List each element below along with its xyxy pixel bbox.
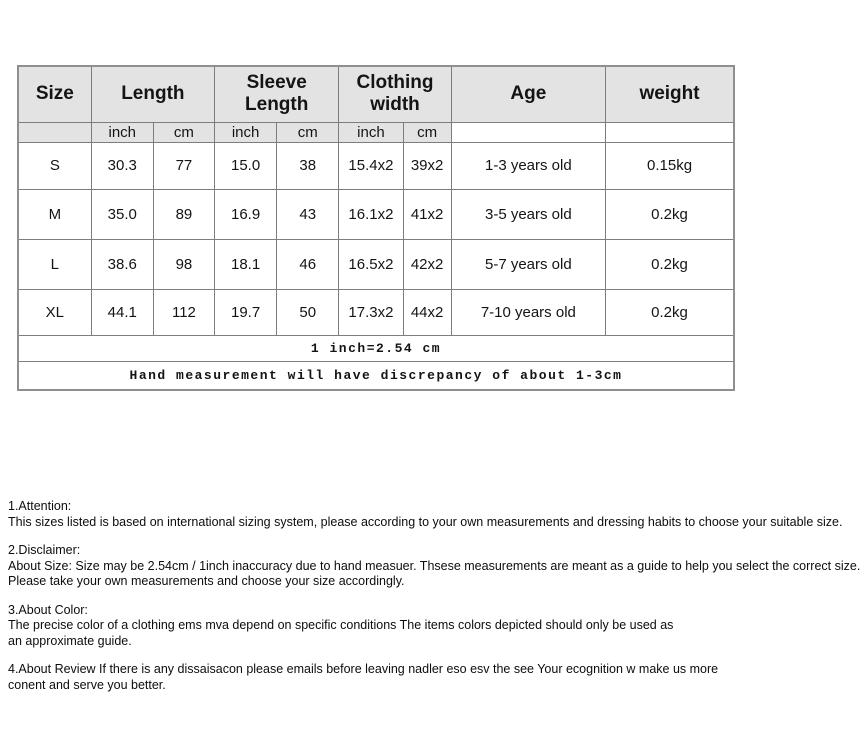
clothing-cm-value: 39x2 (403, 142, 451, 189)
sleeve-cm-value: 43 (277, 189, 339, 239)
sleeve-cm-value: 50 (277, 289, 339, 335)
unit-row (18, 122, 734, 142)
table-row-m (18, 189, 734, 239)
sleeve-cm-value: 46 (277, 239, 339, 289)
length-inch-value: 44.1 (91, 289, 153, 335)
sleeve-inch-value: 18.1 (215, 239, 277, 289)
length-inch-value: 38.6 (91, 239, 153, 289)
unit-sleeve-cm: cm (277, 122, 339, 142)
unit-blank-size (18, 122, 91, 142)
length-inch-value: 30.3 (91, 142, 153, 189)
table-row-s (18, 142, 734, 189)
length-cm-value: 98 (153, 239, 214, 289)
disclaimer-paragraph (8, 543, 860, 590)
about-review-text-line2: conent and serve you better. (8, 677, 166, 692)
table-row-l (18, 239, 734, 289)
col-header-clothing-width: Clothing width (339, 66, 451, 122)
unit-length-inch: inch (91, 122, 153, 142)
unit-clothing-cm: cm (403, 122, 451, 142)
sleeve-inch-value: 15.0 (215, 142, 277, 189)
unit-blank-weight (606, 122, 734, 142)
size-chart-table (17, 65, 735, 391)
measurement-note-row (18, 361, 734, 390)
weight-value: 0.15kg (606, 142, 734, 189)
disclaimer-title: 2.Disclaimer: (8, 543, 81, 557)
col-header-age: Age (451, 66, 605, 122)
sleeve-inch-value: 16.9 (215, 189, 277, 239)
clothing-cm-value: 44x2 (403, 289, 451, 335)
disclaimer-text-line1: About Size: Size may be 2.54cm / 1inch inaccuracy due to hand measuer. Thsese measurements are meant as a guide to help you select the correct size. (8, 558, 860, 573)
col-header-size: Size (18, 66, 91, 122)
about-color-text-line2: an approximate guide. (8, 633, 132, 648)
clothing-cm-value: 41x2 (403, 189, 451, 239)
length-cm-value: 77 (153, 142, 214, 189)
col-header-sleeve-length: Sleeve Length (215, 66, 339, 122)
conversion-note-row (18, 335, 734, 361)
size-value: S (18, 142, 91, 189)
about-review-paragraph (8, 662, 748, 693)
age-value: 1-3 years old (451, 142, 605, 189)
weight-value: 0.2kg (606, 289, 734, 335)
length-cm-value: 89 (153, 189, 214, 239)
about-review-text-line1: 4.About Review If there is any dissaisacon please emails before leaving nadler eso esv the see Your ecognition w make us more (8, 662, 719, 676)
about-color-title: 3.About Color: (8, 602, 88, 617)
clothing-inch-value: 16.5x2 (339, 239, 403, 289)
age-value: 5-7 years old (451, 239, 605, 289)
weight-value: 0.2kg (606, 239, 734, 289)
about-color-text-line1: The precise color of a clothing ems mva depend on specific conditions The items colors depicted should only be used as (8, 618, 674, 632)
clothing-inch-value: 17.3x2 (339, 289, 403, 335)
clothing-inch-value: 16.1x2 (339, 189, 403, 239)
attention-text: This sizes listed is based on international sizing system, please according to your own measurements and dressing habits to choose your suitable size. (8, 514, 843, 529)
disclaimer-text-line2: Please take your own measurements and choose your size accordingly. (8, 574, 405, 588)
unit-clothing-inch: inch (339, 122, 403, 142)
measurement-note: Hand measurement will have discrepancy of about 1-3cm (18, 361, 734, 390)
attention-paragraph (8, 499, 843, 530)
weight-value: 0.2kg (606, 189, 734, 239)
age-value: 7-10 years old (451, 289, 605, 335)
col-header-weight: weight (606, 66, 734, 122)
age-value: 3-5 years old (451, 189, 605, 239)
col-header-length: Length (91, 66, 214, 122)
unit-sleeve-inch: inch (215, 122, 277, 142)
size-value: L (18, 239, 91, 289)
table-row-xl (18, 289, 734, 335)
conversion-note: 1 inch=2.54 cm (18, 335, 734, 361)
clothing-inch-value: 15.4x2 (339, 142, 403, 189)
clothing-cm-value: 42x2 (403, 239, 451, 289)
size-value: M (18, 189, 91, 239)
unit-length-cm: cm (153, 122, 214, 142)
length-inch-value: 35.0 (91, 189, 153, 239)
about-color-paragraph (8, 603, 748, 650)
header-row (18, 66, 734, 122)
sleeve-inch-value: 19.7 (215, 289, 277, 335)
notes-section (8, 499, 860, 706)
unit-blank-age (451, 122, 605, 142)
length-cm-value: 112 (153, 289, 214, 335)
attention-title: 1.Attention: (8, 499, 72, 513)
size-value: XL (18, 289, 91, 335)
sleeve-cm-value: 38 (277, 142, 339, 189)
